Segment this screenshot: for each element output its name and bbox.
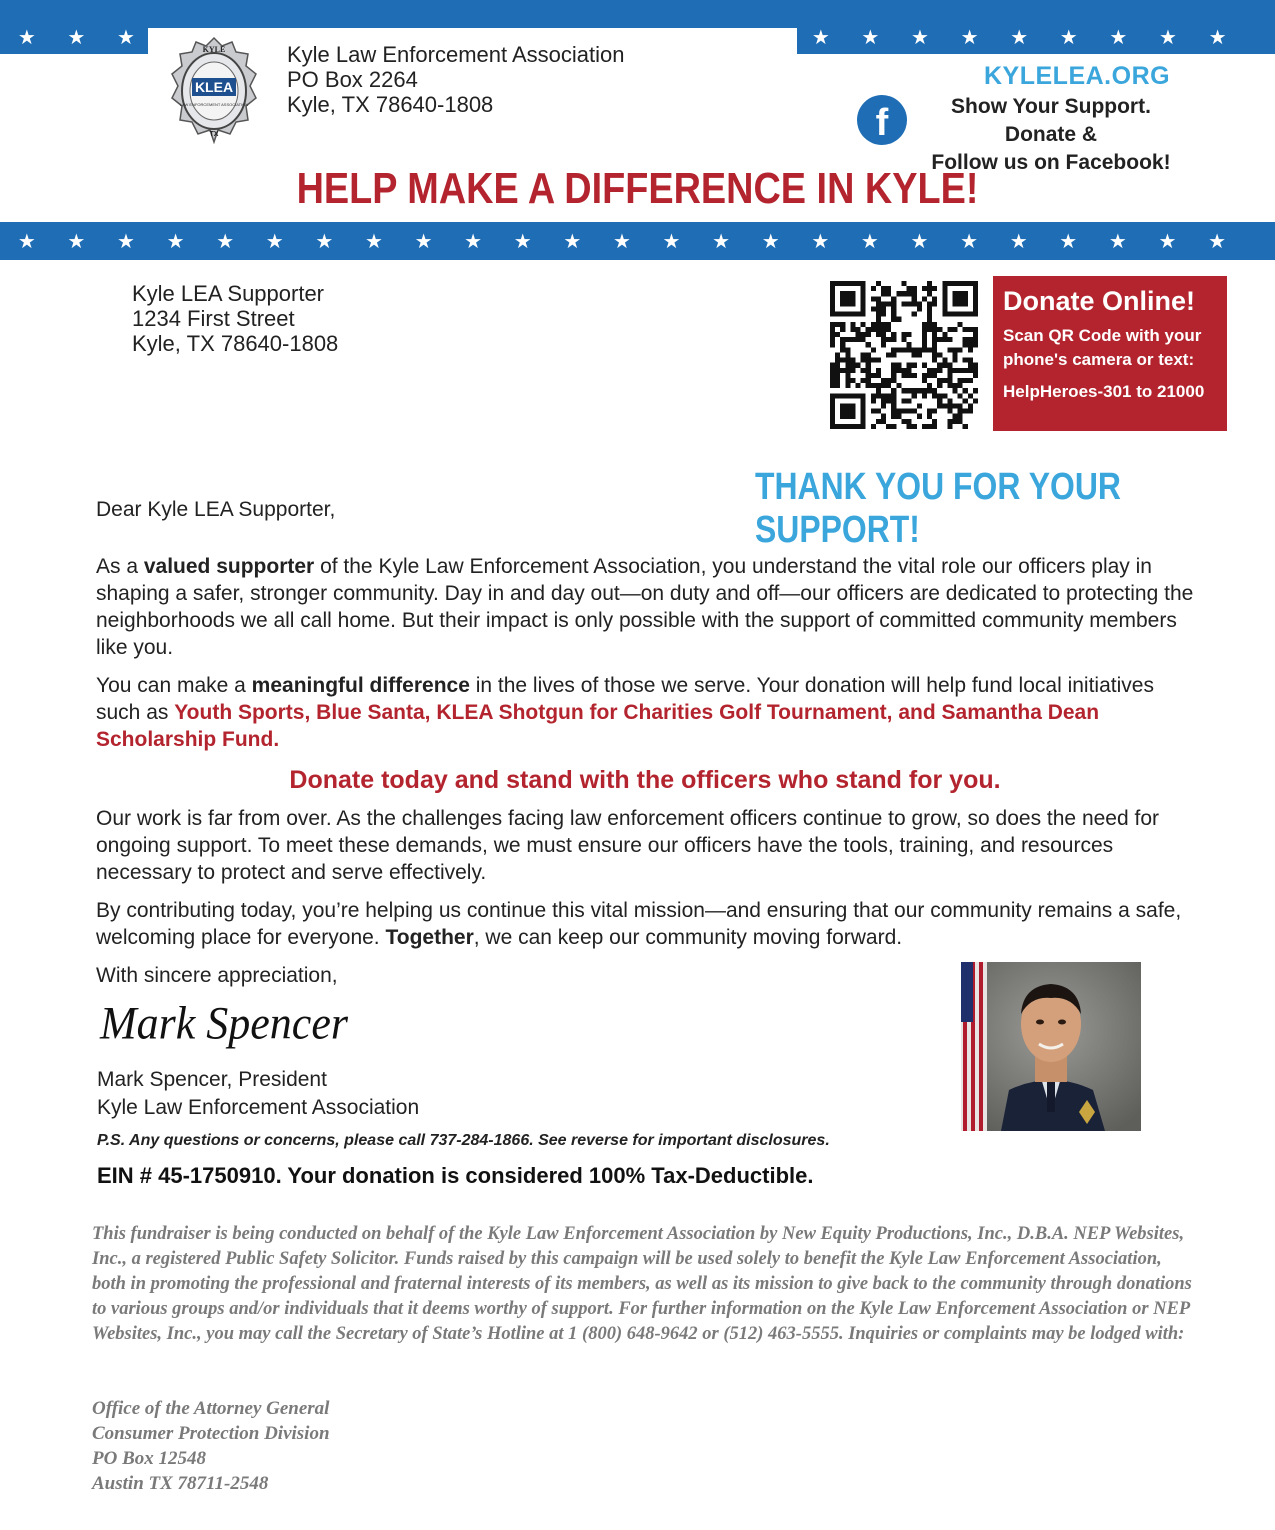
ag-line-3: PO Box 12548	[92, 1448, 206, 1469]
sender-po-box: PO Box 2264	[287, 67, 418, 92]
signature	[96, 988, 366, 1063]
p1-emphasis: valued supporter	[143, 555, 315, 578]
p1-text-end: of the Kyle Law Enforcement Association, you understand the vital role our officers play in shaping a safer, stronger community. Day in and day out—on duty and off—our officers are dedicated to protecting the neighborhoods we all call home. But their impact is only possible with the support of committed community members like you.	[96, 555, 1194, 659]
thank-you-heading: THANK YOU FOR YOUR SUPPORT!	[755, 466, 1121, 551]
legal-disclosure: This fundraiser is being conducted on behalf of the Kyle Law Enforcement Association by New Equity Productions, Inc., D.B.A. NEP Websites, Inc., a registered Public Safety Solicitor. Funds raised by this campaign will be used solely to benefit the Kyle Law Enforcement Association, both in promoting the professional and fraternal interests of its members, as well as its mission to give back to the community through donations to various groups and/or individuals that it deems worthy of support. For further information on the Kyle Law Enforcement Association or NEP Websites, Inc., you may call the Secretary of State’s Hotline at 1 (800) 648-9642 or (512) 463-5555. Inquiries or complaints may be lodged with:	[92, 1224, 1192, 1344]
donate-instructions	[1003, 324, 1201, 372]
p4-text-start: By contributing today, you’re helping us continue this vital mission—and ensuring that our community remains a safe, welcoming place for everyone.	[96, 899, 1182, 949]
donate-text-code: HelpHeroes-301 to 21000	[1003, 382, 1205, 401]
p2-emphasis: meaningful difference	[251, 674, 470, 697]
p4-text-end: , we can keep our community moving forward.	[473, 926, 903, 949]
paragraph-4	[96, 897, 1201, 951]
ein-statement: EIN # 45-1750910. Your donation is considered 100% Tax-Deductible.	[97, 1163, 814, 1188]
recipient-address	[132, 281, 338, 356]
donate-qr-code[interactable]	[830, 281, 978, 429]
salutation: Dear Kyle LEA Supporter,	[96, 498, 336, 521]
facebook-line-2: Follow us on Facebook!	[931, 151, 1171, 174]
paragraph-3: Our work is far from over. As the challenges facing law enforcement officers continue to grow, so does the need for ongoing support. To meet these demands, we must ensure our officers have the tools, training, and resources necessary to protect and serve effectively.	[96, 807, 1160, 884]
page-headline: HELP MAKE A DIFFERENCE IN KYLE!	[296, 164, 979, 213]
badge-state-text: TX	[209, 131, 219, 138]
middle-stars: ★ ★ ★ ★ ★ ★ ★ ★ ★ ★ ★ ★ ★ ★ ★ ★ ★ ★ ★ ★ ★ ★ ★ ★ ★	[17, 231, 1227, 253]
badge-top-text: KYLE	[202, 45, 226, 54]
sender-city: Kyle, TX 78640-1808	[287, 92, 494, 117]
paragraph-2	[96, 672, 1201, 753]
badge-mark-text: KLEA	[194, 79, 234, 95]
donate-line-1: Scan QR Code with your	[1003, 326, 1202, 345]
initiatives-list: Youth Sports, Blue Santa, KLEA Shotgun for Charities Golf Tournament, and Samantha Dean Scholarship Fund.	[96, 701, 1100, 751]
recipient-name: Kyle LEA Supporter	[132, 281, 325, 306]
closing: With sincere appreciation,	[96, 964, 338, 987]
website-link[interactable]: KYLELEA.ORG	[984, 62, 1171, 90]
signature-text: Mark Spencer	[100, 997, 349, 1049]
facebook-line-1: Show Your Support. Donate &	[951, 95, 1151, 146]
sender-address	[287, 42, 625, 117]
p2-text-mid: in the lives of those we serve. Your donation will help fund local initiatives such as	[96, 674, 1154, 724]
klea-badge-logo	[170, 36, 258, 144]
donate-title: Donate Online!	[1003, 286, 1196, 316]
sender-name: Kyle Law Enforcement Association	[287, 42, 625, 67]
facebook-icon[interactable]: f	[857, 95, 907, 145]
p1-text-start: As a	[96, 555, 144, 578]
donate-line-2: phone's camera or text:	[1003, 350, 1195, 369]
donate-online-box[interactable]	[993, 276, 1227, 431]
signer-block	[97, 1066, 419, 1122]
top-right-stars: ★ ★ ★ ★ ★ ★ ★ ★ ★	[811, 27, 1227, 49]
signer-name: Mark Spencer, President	[97, 1068, 327, 1091]
paragraph-1	[96, 553, 1201, 661]
attorney-general-address	[92, 1396, 330, 1496]
recipient-street: 1234 First Street	[132, 306, 295, 331]
donate-callout: Donate today and stand with the officers who stand for you.	[289, 766, 1001, 794]
ag-line-4: Austin TX 78711-2548	[92, 1473, 269, 1494]
signer-org: Kyle Law Enforcement Association	[97, 1096, 420, 1119]
p4-emphasis: Together	[385, 926, 474, 949]
ag-line-1: Office of the Attorney General	[92, 1398, 330, 1419]
p2-text-start: You can make a	[96, 674, 252, 697]
top-left-stars: ★ ★ ★	[17, 27, 135, 49]
ag-line-2: Consumer Protection Division	[92, 1423, 330, 1444]
recipient-city: Kyle, TX 78640-1808	[132, 331, 339, 356]
postscript: P.S. Any questions or concerns, please call 737-284-1866. See reverse for important disclosures.	[97, 1132, 830, 1149]
flag-icon	[961, 962, 987, 1131]
badge-ring-text: LAW ENFORCEMENT ASSOCIATION	[179, 102, 249, 107]
officer-photo	[961, 962, 1141, 1131]
